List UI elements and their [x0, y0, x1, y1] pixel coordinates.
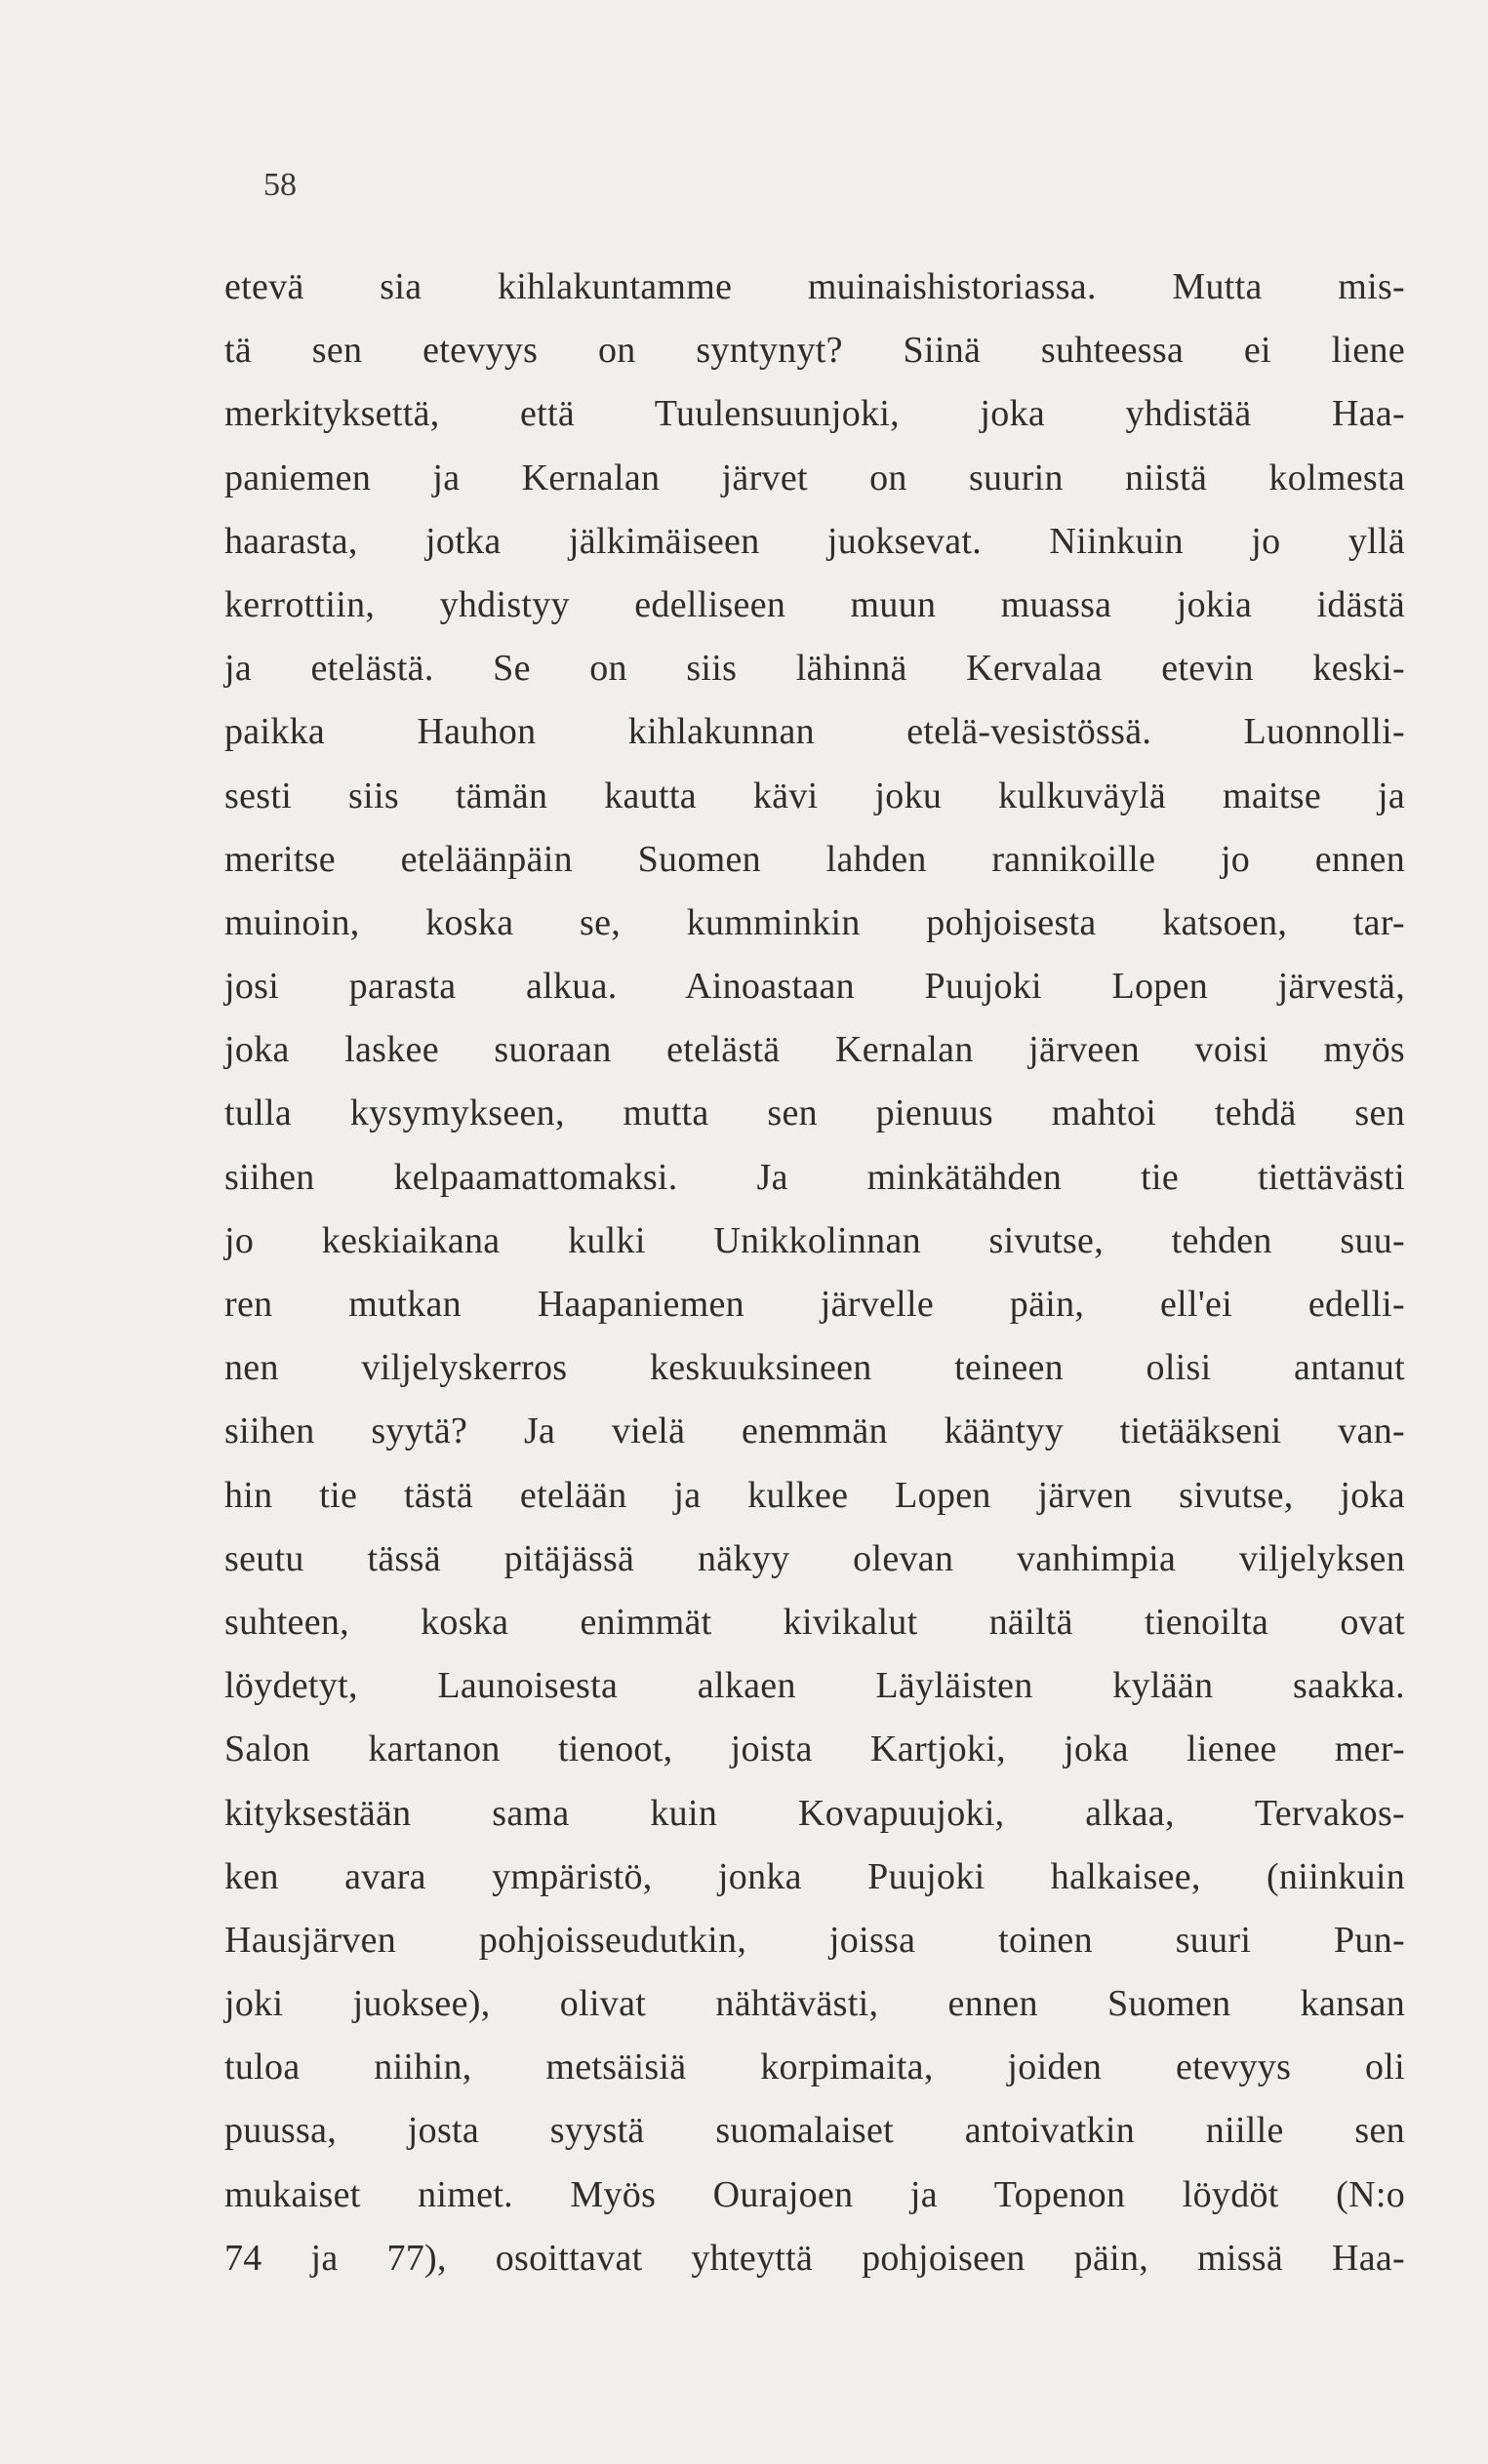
text-line: seutu tässä pitäjässä näkyy olevan vanhimpia viljelyksen [224, 1537, 1405, 1579]
text-line: paikka Hauhon kihlakunnan etelä-vesistössä. Luonnolli- [224, 711, 1405, 753]
text-line: joki juoksee), olivat nähtävästi, ennen Suomen kansan [224, 1983, 1405, 2025]
text-line: joka laskee suoraan etelästä Kernalan järveen voisi myös [224, 1029, 1405, 1071]
text-line: nen viljelyskerros keskuuksineen teineen olisi antanut [224, 1347, 1405, 1389]
text-line: sesti siis tämän kautta kävi joku kulkuväylä maitse ja [224, 775, 1405, 816]
text-line: ren mutkan Haapaniemen järvelle päin, ell'ei edelli- [224, 1284, 1405, 1325]
text-line: tä sen etevyys on syntynyt? Siinä suhteessa ei liene [224, 330, 1405, 372]
text-line: ja etelästä. Se on siis lähinnä Kervalaa etevin keski- [224, 648, 1405, 690]
page-number: 58 [263, 167, 297, 203]
text-line: hin tie tästä etelään ja kulkee Lopen järven sivutse, joka [224, 1474, 1405, 1516]
text-line: puussa, josta syystä suomalaiset antoivatkin niille sen [224, 2110, 1405, 2152]
text-line: muinoin, koska se, kumminkin pohjoisesta katsoen, tar- [224, 901, 1405, 943]
text-line: löydetyt, Launoisesta alkaen Läyläisten kylään saakka. [224, 1665, 1405, 1707]
text-line: tulla kysymykseen, mutta sen pienuus mahtoi tehdä sen [224, 1093, 1405, 1134]
text-line: mukaiset nimet. Myös Ourajoen ja Topenon löydöt (N:o [224, 2173, 1405, 2215]
text-line: Salon kartanon tienoot, joista Kartjoki, joka lienee mer- [224, 1729, 1405, 1770]
text-line: 74 ja 77), osoittavat yhteyttä pohjoiseen päin, missä Haa- [224, 2237, 1405, 2279]
text-line: josi parasta alkua. Ainoastaan Puujoki Lopen järvestä, [224, 966, 1405, 1008]
text-line: tuloa niihin, metsäisiä korpimaita, joiden etevyys oli [224, 2047, 1405, 2088]
text-line: ken avara ympäristö, jonka Puujoki halkaisee, (niinkuin [224, 1855, 1405, 1897]
text-line: merkityksettä, että Tuulensuunjoki, joka yhdistää Haa- [224, 393, 1405, 435]
text-line: meritse eteläänpäin Suomen lahden rannikoille jo ennen [224, 838, 1405, 880]
text-line: suhteen, koska enimmät kivikalut näiltä tienoilta ovat [224, 1601, 1405, 1643]
text-line: jo keskiaikana kulki Unikkolinnan sivutse, tehden suu- [224, 1219, 1405, 1261]
text-line: siihen kelpaamattomaksi. Ja minkätähden tie tiettävästi [224, 1156, 1405, 1198]
text-line: Hausjärven pohjoisseudutkin, joissa toinen suuri Pun- [224, 1919, 1405, 1961]
text-line: kityksestään sama kuin Kovapuujoki, alkaa, Tervakos- [224, 1792, 1405, 1834]
text-line: paniemen ja Kernalan järvet on suurin niistä kolmesta [224, 457, 1405, 498]
text-line: siihen syytä? Ja vielä enemmän kääntyy tietääkseni van- [224, 1411, 1405, 1452]
text-line: haarasta, jotka jälkimäiseen juoksevat. Niinkuin jo yllä [224, 520, 1405, 562]
text-line: kerrottiin, yhdistyy edelliseen muun muassa jokia idästä [224, 583, 1405, 625]
text-line: etevä sia kihlakuntamme muinaishistoriassa. Mutta mis- [224, 266, 1405, 307]
body-text [224, 263, 1405, 2298]
